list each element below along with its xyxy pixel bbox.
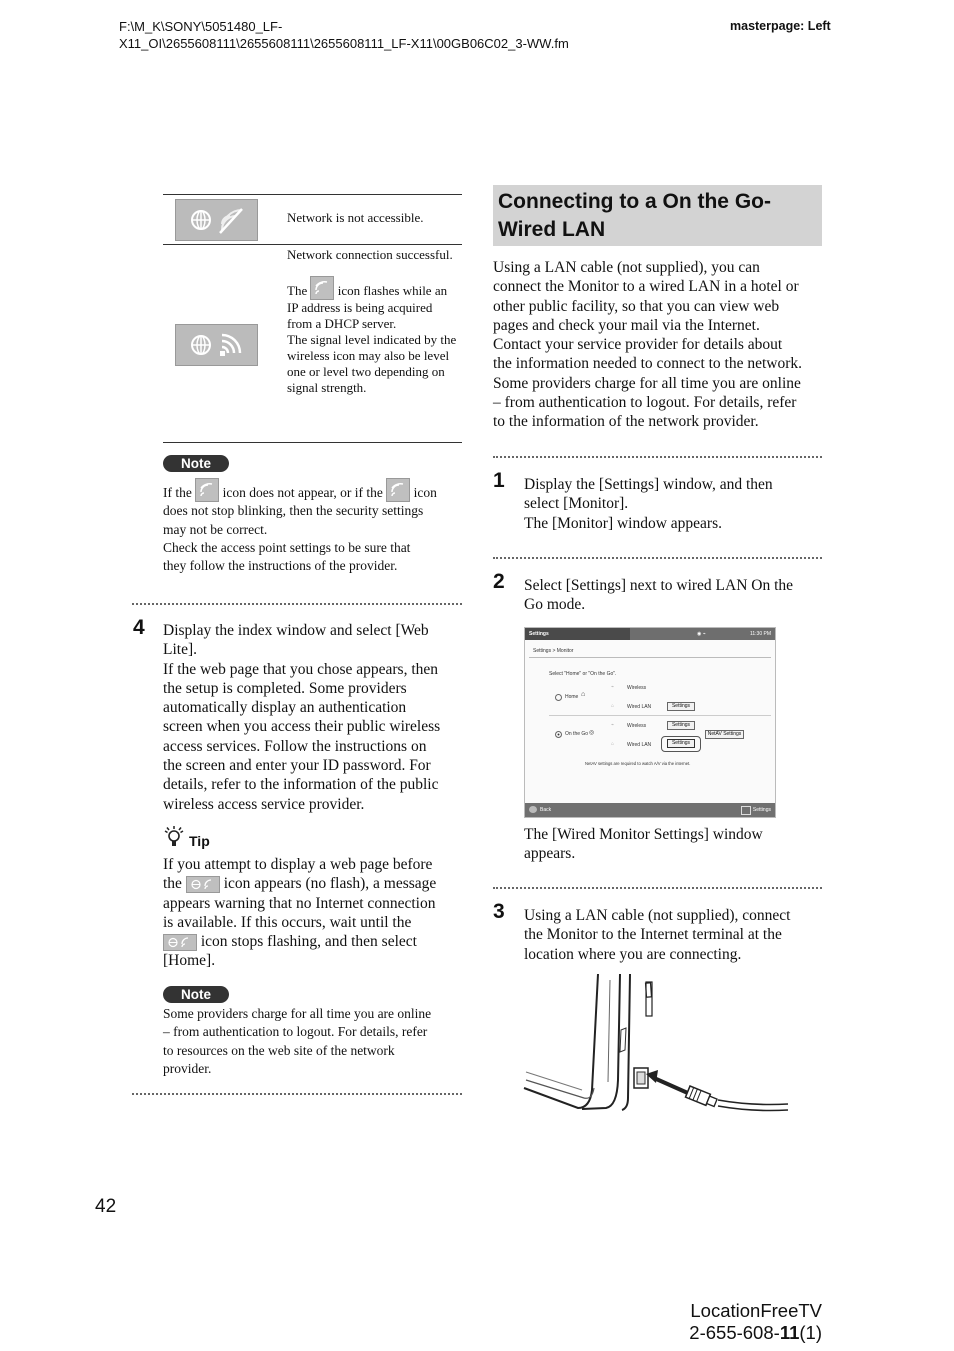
- note1-line2: does not stop blinking, then the security settings: [163, 503, 424, 519]
- step2-after-line: The [Wired Monitor Settings] window: [524, 826, 763, 843]
- note1-l1b: icon does not appear, or if the: [222, 485, 383, 500]
- step1-line: Display the [Settings] window, and then: [524, 476, 773, 493]
- intro-line: Using a LAN cable (not supplied), you can: [493, 259, 760, 276]
- step4-line: details, refer to the information of the public: [163, 776, 439, 794]
- settings-icon: [741, 806, 751, 815]
- product-code: [689, 1322, 822, 1344]
- network-connected-icon: [186, 876, 220, 893]
- screenshot-titlebar: [525, 628, 775, 640]
- table-bottom-rule: [163, 442, 462, 443]
- step4-line: wireless access service provider.: [163, 795, 365, 813]
- home-icon: ⌂: [581, 691, 586, 698]
- network-not-accessible-icon: [175, 199, 258, 241]
- step4-line: the screen and enter your ID password. For: [163, 757, 431, 775]
- step4-line: automatically display an authentication: [163, 699, 407, 717]
- back-icon[interactable]: [529, 806, 537, 813]
- screenshot-footer: [525, 803, 775, 817]
- wired-lan-icon: ⌂: [611, 741, 615, 747]
- step4-line: If the web page that you chose appears, then: [163, 660, 439, 678]
- lan-cable-connection-illustration: [522, 970, 792, 1115]
- back-label[interactable]: Back: [540, 807, 552, 813]
- wireless-icon: ⌁: [611, 684, 615, 690]
- note2-line: Some providers charge for all time you are online: [163, 1006, 432, 1021]
- masterpage-label: masterpage: Left: [730, 19, 831, 33]
- globe-icon: ◉ ⌁: [697, 631, 706, 637]
- page-number: 42: [95, 1196, 117, 1217]
- intro-line: to the information of the network provider.: [493, 413, 759, 431]
- table-top-rule: [163, 194, 462, 195]
- onthego-wired-label: Wired LAN: [627, 742, 652, 748]
- file-path-line2: X11_OI\2655608111\2655608111\2655608111_LF-X11\00GB06C02_3-WW.fm: [119, 36, 569, 51]
- step1-line: The [Monitor] window appears.: [524, 514, 723, 532]
- row2-para2: [287, 276, 457, 332]
- intro-line: other public facility, so that you can view web: [493, 297, 780, 315]
- intro-line: – from authentication to logout. For details, refer: [493, 394, 797, 412]
- tip-text: [163, 855, 463, 971]
- screenshot-breadcrumb: Settings > Monitor: [533, 648, 574, 654]
- section-title-line1: Connecting to a On the Go-: [498, 190, 771, 213]
- step3-line: the Monitor to the Internet terminal at the: [524, 926, 782, 944]
- note1-l1c: icon: [413, 485, 437, 500]
- home-radio[interactable]: [555, 694, 562, 701]
- step4-line: screen when you access their public wireless: [163, 718, 441, 736]
- dotted-separator: [132, 1093, 462, 1095]
- globe-icon: ◎: [589, 730, 595, 736]
- note1-line4: Check the access point settings to be sure that: [163, 539, 411, 555]
- screenshot-time: 11:30 PM: [749, 631, 771, 637]
- row2-para2-end: icon flashes while an IP address is being acquired from a DHCP server.: [287, 283, 448, 331]
- tip-line: [Home].: [163, 952, 216, 970]
- step4-text: [163, 621, 463, 814]
- home-wired-settings-button[interactable]: Settings: [667, 702, 695, 711]
- step2-after-line: appears.: [524, 845, 576, 863]
- section-heading-box: [493, 185, 822, 246]
- network-connected-icon: [175, 324, 258, 366]
- product-footer: [689, 1300, 822, 1344]
- lightbulb-icon: [163, 825, 185, 854]
- tip-l2b: icon appears (no flash), a message: [223, 875, 437, 893]
- section-title: [498, 188, 771, 244]
- step3-line: Using a LAN cable (not supplied), connect: [524, 907, 791, 924]
- monitor-settings-screenshot: [524, 627, 776, 818]
- step3-line: location where you are connecting.: [524, 945, 742, 963]
- netav-notice: NetAV settings are required to watch A/V via the internet.: [585, 761, 691, 766]
- intro-line: connect the Monitor to a wired LAN in a hotel or: [493, 278, 799, 296]
- tip-line: If you attempt to display a web page before: [163, 856, 433, 873]
- tip-line: [163, 874, 463, 893]
- row2-para1: Network connection successful.: [287, 247, 453, 262]
- tip-label: Tip: [189, 833, 210, 849]
- file-path-header: [119, 18, 569, 52]
- screenshot-divider: [549, 715, 771, 716]
- note1-text: [163, 478, 463, 575]
- note1-line1: [163, 478, 463, 502]
- wireless-signal-icon: [310, 276, 334, 300]
- row2-para3: The signal level indicated by the wireless icon may also be level one or level two depending on signal strength.: [287, 332, 457, 395]
- screenshot-title: Settings: [529, 631, 549, 637]
- step2-text: [524, 576, 829, 615]
- dotted-separator: [132, 603, 462, 605]
- table-mid-rule: [163, 244, 462, 245]
- section-title-line2: Wired LAN: [498, 218, 606, 241]
- onthego-wireless-settings-button[interactable]: Settings: [667, 721, 695, 730]
- onthego-wired-settings-button[interactable]: Settings: [667, 739, 695, 748]
- onthego-label: On the Go: [565, 731, 589, 737]
- step2-number: 2: [493, 570, 505, 593]
- intro-line: the information needed to connect to the network.: [493, 355, 803, 373]
- step4-number: 4: [133, 616, 145, 639]
- home-wireless-label: Wireless: [627, 685, 647, 691]
- dotted-separator: [493, 557, 822, 559]
- intro-line: Contact your service provider for details about: [493, 336, 783, 354]
- step4-line: access services. Follow the instructions on: [163, 737, 427, 755]
- network-connected-icon: [163, 934, 197, 951]
- product-code-c: (1): [799, 1322, 822, 1343]
- product-code-a: 2-655-608-: [689, 1322, 780, 1343]
- screenshot-prompt: Select "Home" or "On the Go".: [549, 671, 617, 677]
- settings-footer-label[interactable]: Settings: [752, 807, 771, 813]
- intro-line: Some providers charge for all time you are online: [493, 374, 801, 392]
- netav-settings-button[interactable]: NetAV Settings: [705, 730, 744, 739]
- note2-line: – from authentication to logout. For details, refer: [163, 1024, 428, 1040]
- step3-number: 3: [493, 900, 505, 923]
- dotted-separator: [493, 887, 822, 889]
- step4-line: Lite].: [163, 641, 197, 659]
- wireless-signal-icon: [195, 478, 219, 502]
- home-wired-label: Wired LAN: [627, 704, 652, 710]
- step2-line: Go mode.: [524, 596, 586, 614]
- note-badge-2: Note: [163, 986, 229, 1003]
- step1-text: [524, 475, 829, 533]
- product-code-b: 11: [779, 1322, 800, 1343]
- intro-line: pages and check your mail via the Internet.: [493, 316, 760, 334]
- step1-number: 1: [493, 469, 505, 492]
- tip-l2a: the: [163, 875, 182, 893]
- row1-text: Network is not accessible.: [287, 210, 424, 225]
- tip-line: is available. If this occurs, wait until the: [163, 913, 412, 931]
- note2-text: [163, 1005, 465, 1078]
- row2-para2-start: The: [287, 283, 308, 298]
- tip-line: appears warning that no Internet connection: [163, 894, 436, 912]
- product-name: LocationFreeTV: [690, 1300, 822, 1321]
- note1-line3: may not be correct.: [163, 521, 268, 537]
- screenshot-rule: [529, 657, 771, 658]
- note-badge-1: Note: [163, 455, 229, 472]
- home-label: Home: [565, 694, 579, 700]
- note2-line: to resources on the web site of the network: [163, 1042, 395, 1058]
- wireless-signal-icon: [386, 478, 410, 502]
- step2-after-text: [524, 825, 829, 864]
- step4-line: Display the index window and select [Web: [163, 622, 429, 639]
- step3-text: [524, 906, 829, 964]
- onthego-wireless-label: Wireless: [627, 723, 647, 729]
- step1-line: select [Monitor].: [524, 495, 629, 513]
- step4-line: the setup is completed. Some providers: [163, 679, 407, 697]
- wired-lan-icon: ⌂: [611, 703, 615, 709]
- note1-line5: they follow the instructions of the provider.: [163, 558, 398, 574]
- note1-l1a: If the: [163, 485, 192, 500]
- onthego-radio[interactable]: [555, 731, 562, 738]
- file-path-line1: F:\M_K\SONY\5051480_LF-: [119, 19, 283, 34]
- row2-text: [287, 247, 457, 396]
- tip-l5b: icon stops flashing, and then select: [200, 933, 417, 951]
- note2-line: provider.: [163, 1060, 212, 1076]
- wireless-icon: ⌁: [611, 722, 615, 728]
- dotted-separator: [493, 456, 822, 458]
- step2-line: Select [Settings] next to wired LAN On the: [524, 577, 794, 594]
- section-intro: [493, 258, 828, 432]
- tip-line: [163, 932, 463, 951]
